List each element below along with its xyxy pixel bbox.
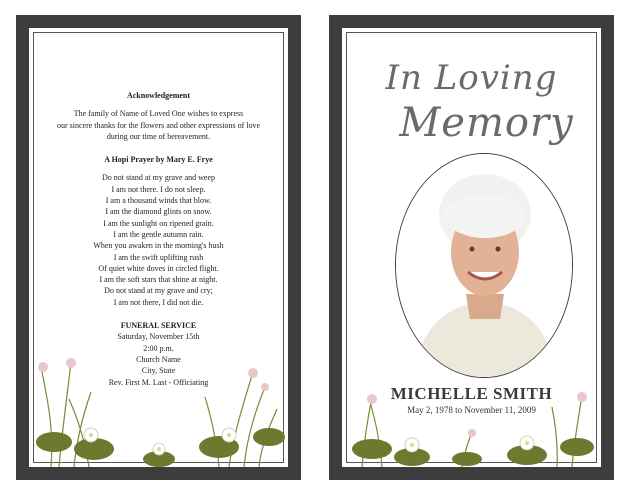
- service-heading: FUNERAL SERVICE: [120, 321, 197, 331]
- prayer-line: I am the diamond glints on snow.: [105, 207, 212, 217]
- service-line: Church Name: [136, 354, 181, 364]
- acknowledgement-line: during our time of bereavement.: [106, 131, 211, 141]
- service-line: Saturday, November 15th: [117, 332, 200, 342]
- prayer-line: I am the sunlight on ripened grain.: [103, 218, 214, 228]
- floral-border-illustration: [342, 387, 603, 467]
- prayer-body: [29, 172, 288, 308]
- prayer-heading: A Hopi Prayer by Mary E. Frye: [104, 155, 213, 165]
- portrait-photo: [395, 153, 573, 378]
- front-panel-content: [341, 27, 602, 468]
- prayer-line: I am the soft stars that shine at night.: [99, 275, 218, 285]
- service-line: City, State: [141, 366, 176, 376]
- floral-border-illustration: [29, 337, 290, 467]
- memory-script: Memory: [399, 100, 574, 146]
- prayer-line: When you awaken in the morning's hush: [93, 241, 224, 251]
- prayer-line: I am not there. I do not sleep.: [111, 184, 206, 194]
- in-loving-script: In Loving: [385, 58, 558, 98]
- prayer-line: I am a thousand winds that blow.: [105, 196, 212, 206]
- acknowledgement-heading: Acknowledgement: [126, 91, 191, 100]
- acknowledgement-line: our sincere thanks for the flowers and other expressions of love: [56, 120, 261, 130]
- program-front-panel: [329, 15, 614, 480]
- prayer-line: I am the gentle autumn rain.: [113, 229, 204, 239]
- program-back-panel: [16, 15, 301, 480]
- acknowledgement-body: [29, 108, 288, 142]
- prayer-line: I am not there, I did not die.: [113, 297, 204, 307]
- acknowledgement-line: The family of Name of Loved One wishes to express: [73, 109, 244, 119]
- service-line: 2:00 p.m.: [143, 343, 174, 353]
- prayer-line: Of quiet white doves in circled flight.: [98, 263, 219, 273]
- prayer-line: Do not stand at my grave and cry;: [104, 286, 213, 296]
- prayer-line: Do not stand at my grave and weep: [101, 173, 216, 183]
- deceased-name: MICHELLE SMITH: [390, 384, 553, 403]
- service-line: Rev. First M. Last - Officiating: [108, 377, 209, 387]
- portrait-image: [396, 154, 573, 378]
- prayer-line: I am the swift uplifting rush: [113, 252, 204, 262]
- back-panel-content: [28, 27, 289, 468]
- life-dates: May 2, 1978 to November 11, 2009: [407, 405, 536, 415]
